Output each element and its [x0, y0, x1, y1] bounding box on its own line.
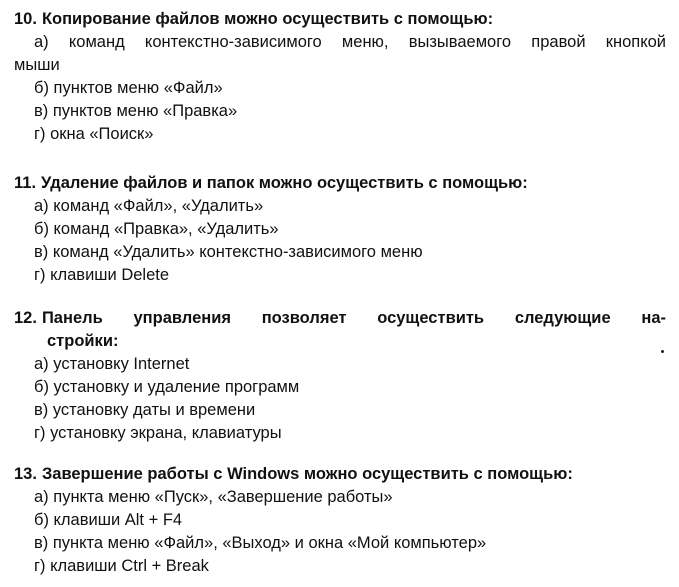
- options-list: [14, 353, 666, 445]
- option-b: б) клавиши Alt + F4: [34, 511, 183, 529]
- question-title: [14, 463, 666, 486]
- options-list: [14, 486, 666, 578]
- option-d: г) установку экрана, клавиатуры: [34, 424, 282, 442]
- option-a: а) команд «Файл», «Удалить»: [34, 197, 264, 215]
- options-list: [14, 31, 666, 146]
- question-11: [14, 172, 666, 287]
- question-title: [14, 8, 666, 31]
- question-number: 13.: [14, 465, 37, 483]
- option-a: а) установку Internet: [34, 355, 190, 373]
- option-c: в) команд «Удалить» контекстно-зависимого меню: [34, 243, 423, 261]
- question-title: [14, 307, 666, 330]
- option-a: [14, 31, 666, 77]
- option-d: г) клавиши Ctrl + Break: [34, 557, 209, 575]
- question-text: Удаление файлов и папок можно осуществить с помощью:: [41, 174, 528, 192]
- question-text: Завершение работы с Windows можно осуществить с помощью:: [41, 465, 573, 483]
- question-text: Копирование файлов можно осуществить с помощью:: [41, 10, 494, 28]
- option-c: в) пунктов меню «Правка»: [34, 102, 238, 120]
- question-text: Панель управления позволяет осуществить следующие на-: [41, 309, 666, 327]
- question-12: [14, 307, 666, 445]
- question-number: 10.: [14, 10, 37, 28]
- option-b: б) установку и удаление программ: [34, 378, 300, 396]
- question-number: 12.: [14, 309, 37, 327]
- option-text-continuation: мыши: [14, 56, 60, 74]
- question-13: [14, 463, 666, 578]
- option-a: а) пункта меню «Пуск», «Завершение работы»: [34, 488, 393, 506]
- scan-speck: [661, 350, 664, 353]
- option-c: в) пункта меню «Файл», «Выход» и окна «Мой компьютер»: [34, 534, 487, 552]
- question-10: [14, 8, 666, 146]
- option-b: б) пунктов меню «Файл»: [34, 79, 223, 97]
- option-d: г) окна «Поиск»: [34, 125, 154, 143]
- option-d: г) клавиши Delete: [34, 266, 170, 284]
- options-list: [14, 195, 666, 287]
- option-text: а) команд контекстно-зависимого меню, вызываемого правой кнопкой: [34, 33, 666, 51]
- option-b: б) команд «Правка», «Удалить»: [34, 220, 279, 238]
- question-title: [14, 172, 666, 195]
- option-c: в) установку даты и времени: [34, 401, 256, 419]
- question-text-continuation: стройки:: [47, 332, 119, 350]
- question-number: 11.: [14, 174, 37, 192]
